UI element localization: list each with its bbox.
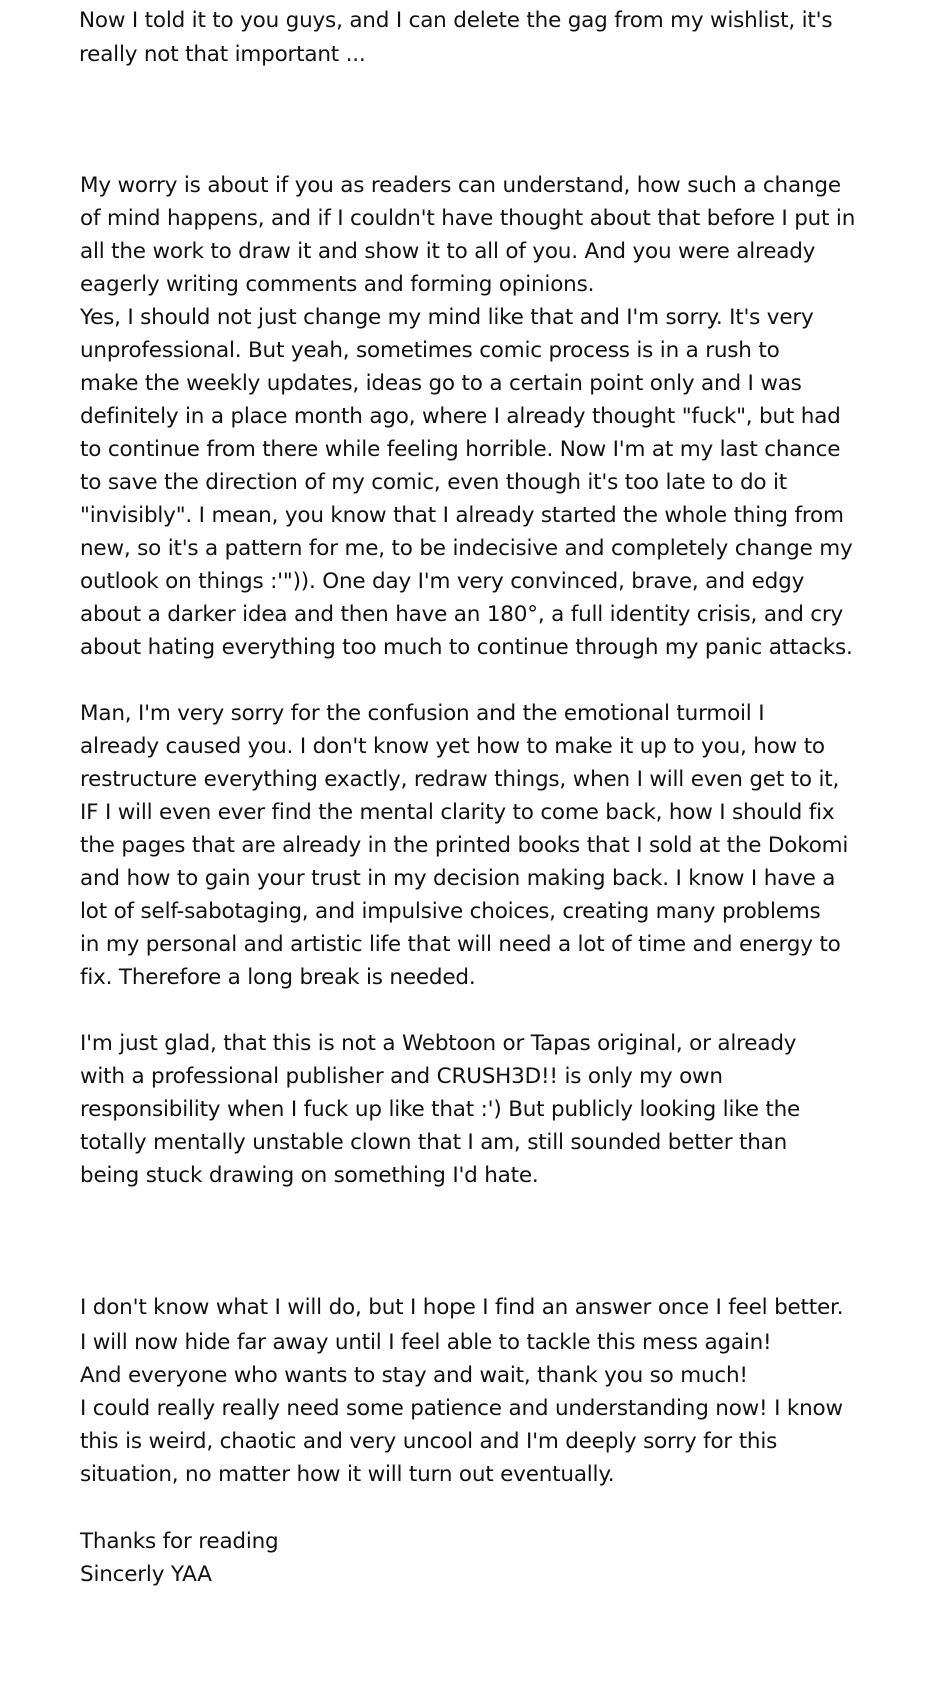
text-line: I could really really need some patience and understanding now! I know [80, 1396, 843, 1421]
text-line: "invisibly". I mean, you know that I already started the whole thing from [80, 503, 844, 528]
text-line: this is weird, chaotic and very uncool and I'm deeply sorry for this [80, 1429, 778, 1454]
text-line: about hating everything too much to continue through my panic attacks. [80, 635, 853, 660]
text-line: I'm just glad, that this is not a Webtoon or Tapas original, or already [80, 1031, 797, 1056]
text-line: and how to gain your trust in my decision making back. I know I have a [80, 866, 836, 891]
text-line: new, so it's a pattern for me, to be indecisive and completely change my [80, 536, 853, 561]
text-line: definitely in a place month ago, where I already thought "fuck", but had [80, 404, 841, 429]
paragraph-worry [80, 169, 880, 664]
text-line: My worry is about if you as readers can understand, how such a change [80, 173, 841, 198]
text-line: Yes, I should not just change my mind like that and I'm sorry. It's very [80, 305, 814, 330]
text-line: I don't know what I will do, but I hope I find an answer once I feel better. [80, 1295, 844, 1320]
text-line: Thanks for reading [80, 1529, 279, 1554]
text-line: situation, no matter how it will turn out eventually. [80, 1462, 615, 1487]
text-line: being stuck drawing on something I'd hate. [80, 1163, 539, 1188]
text-line: make the weekly updates, ideas go to a certain point only and I was [80, 371, 802, 396]
text-line: all the work to draw it and show it to all of you. And you were already [80, 239, 816, 264]
text-line: unprofessional. But yeah, sometimes comic process is in a rush to [80, 338, 780, 363]
text-line: eagerly writing comments and forming opinions. [80, 272, 595, 297]
text-line: in my personal and artistic life that will need a lot of time and energy to [80, 932, 841, 957]
signature-block [80, 1525, 880, 1591]
text-line: already caused you. I don't know yet how to make it up to you, how to [80, 734, 825, 759]
paragraph-wishlist-note [79, 4, 879, 72]
text-line: Now I told it to you guys, and I can delete the gag from my wishlist, it's [79, 8, 833, 33]
text-line: Sincerly YAA [80, 1562, 212, 1587]
text-line: I will now hide far away until I feel able to tackle this mess again! [80, 1330, 772, 1355]
paragraph-hiding [80, 1326, 880, 1491]
text-line: IF I will even ever find the mental clarity to come back, how I should fix [80, 800, 835, 825]
text-line: the pages that are already in the printed books that I sold at the Dokomi [80, 833, 849, 858]
text-line: fix. Therefore a long break is needed. [80, 965, 476, 990]
text-line: to save the direction of my comic, even though it's too late to do it [80, 470, 787, 495]
paragraph-glad [80, 1027, 880, 1192]
text-line: of mind happens, and if I couldn't have thought about that before I put in [80, 206, 856, 231]
text-line: lot of self-sabotaging, and impulsive choices, creating many problems [80, 899, 821, 924]
paragraph-hope [80, 1291, 880, 1324]
text-line: to continue from there while feeling horrible. Now I'm at my last chance [80, 437, 841, 462]
text-line: with a professional publisher and CRUSH3D!! is only my own [80, 1064, 723, 1089]
text-line: about a darker idea and then have an 180°, a full identity crisis, and cry [80, 602, 844, 627]
text-line: Man, I'm very sorry for the confusion and the emotional turmoil I [80, 701, 765, 726]
text-line: restructure everything exactly, redraw things, when I will even get to it, [80, 767, 840, 792]
text-line: totally mentally unstable clown that I am, still sounded better than [80, 1130, 788, 1155]
text-line: really not that important ... [79, 42, 366, 67]
text-line: responsibility when I fuck up like that :') But publicly looking like the [80, 1097, 801, 1122]
text-line: outlook on things :'")). One day I'm very convinced, brave, and edgy [80, 569, 805, 594]
paragraph-apology [80, 697, 880, 994]
text-line: And everyone who wants to stay and wait, thank you so much! [80, 1363, 748, 1388]
